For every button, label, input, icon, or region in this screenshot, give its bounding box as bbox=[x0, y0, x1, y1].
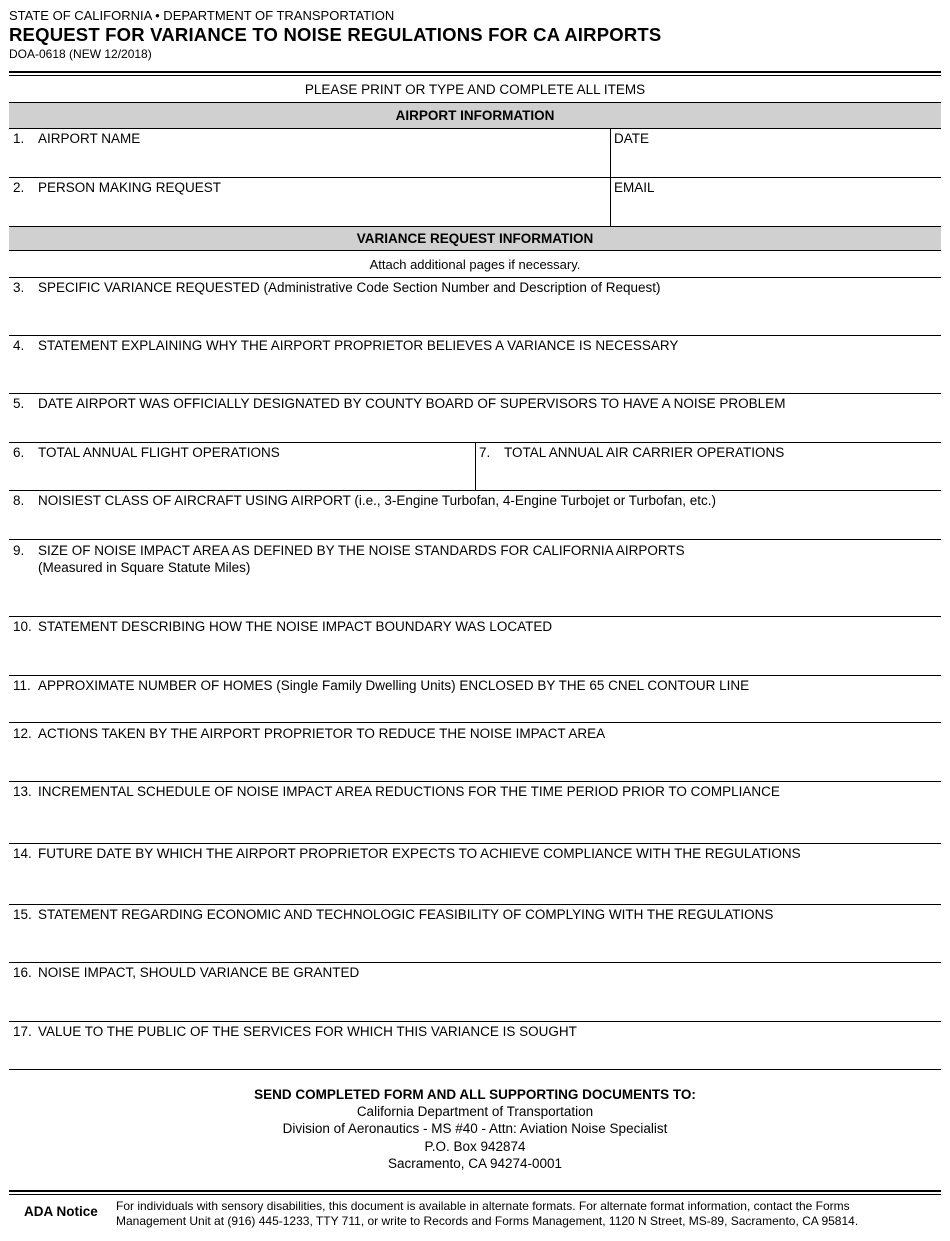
field-label: SPECIFIC VARIANCE REQUESTED (Administrative Code Section Number and Description of Request) bbox=[38, 280, 661, 295]
section-airport-information: AIRPORT INFORMATION bbox=[9, 102, 941, 129]
row-divider bbox=[9, 781, 941, 782]
field-label: APPROXIMATE NUMBER OF HOMES (Single Family Dwelling Units) ENCLOSED BY THE 65 CNEL CONTOUR LINE bbox=[38, 678, 750, 693]
field-noise-impact-if-granted[interactable] bbox=[13, 964, 359, 981]
row-divider bbox=[9, 1069, 941, 1070]
field-label: EMAIL bbox=[614, 180, 655, 195]
section-variance-request-information: VARIANCE REQUEST INFORMATION bbox=[9, 226, 941, 251]
mailing-line-1: California Department of Transportation bbox=[356, 1104, 594, 1119]
footer-divider bbox=[9, 1190, 941, 1192]
field-number: 9. bbox=[13, 543, 25, 558]
field-number: 13. bbox=[13, 784, 32, 799]
row-divider bbox=[9, 539, 941, 540]
row-divider bbox=[9, 904, 941, 905]
field-number: 1. bbox=[13, 131, 25, 146]
field-date[interactable] bbox=[614, 130, 649, 147]
field-label: VALUE TO THE PUBLIC OF THE SERVICES FOR WHICH THIS VARIANCE IS SOUGHT bbox=[38, 1024, 577, 1039]
row-divider bbox=[9, 1021, 941, 1022]
row-divider bbox=[9, 675, 941, 676]
field-email[interactable] bbox=[614, 179, 655, 196]
field-number: 10. bbox=[13, 619, 32, 634]
variance-note: Attach additional pages if necessary. bbox=[369, 257, 581, 272]
field-incremental-schedule[interactable] bbox=[13, 783, 780, 800]
field-number: 8. bbox=[13, 493, 25, 508]
field-label: DATE AIRPORT WAS OFFICIALLY DESIGNATED BY COUNTY BOARD OF SUPERVISORS TO HAVE A NOISE PROBLEM bbox=[38, 396, 786, 411]
row-divider bbox=[9, 843, 941, 844]
field-label: DATE bbox=[614, 131, 650, 146]
row-divider bbox=[9, 393, 941, 394]
field-number: 4. bbox=[13, 338, 25, 353]
field-public-value[interactable] bbox=[13, 1023, 577, 1040]
field-label: NOISIEST CLASS OF AIRCRAFT USING AIRPORT (i.e., 3-Engine Turbofan, 4-Engine Turbojet or Turbofan, etc.) bbox=[38, 493, 717, 508]
field-number: 12. bbox=[13, 726, 32, 741]
form-number: DOA-0618 (NEW 12/2018) bbox=[9, 47, 152, 61]
row-divider bbox=[9, 962, 941, 963]
field-label: FUTURE DATE BY WHICH THE AIRPORT PROPRIETOR EXPECTS TO ACHIEVE COMPLIANCE WITH THE REGULATIONS bbox=[38, 846, 801, 861]
field-label: STATEMENT EXPLAINING WHY THE AIRPORT PROPRIETOR BELIEVES A VARIANCE IS NECESSARY bbox=[38, 338, 679, 353]
field-feasibility-statement[interactable] bbox=[13, 906, 773, 923]
field-actions-taken[interactable] bbox=[13, 725, 605, 742]
header-divider bbox=[9, 71, 941, 73]
mailing-line-2: Division of Aeronautics - MS #40 - Attn: Aviation Noise Specialist bbox=[282, 1121, 668, 1136]
field-label: AIRPORT NAME bbox=[38, 131, 141, 146]
field-number: 17. bbox=[13, 1024, 32, 1039]
field-person-making-request[interactable] bbox=[13, 179, 221, 196]
field-number: 6. bbox=[13, 445, 25, 460]
field-statement-necessity[interactable] bbox=[13, 337, 678, 354]
field-number: 15. bbox=[13, 907, 32, 922]
field-label: INCREMENTAL SCHEDULE OF NOISE IMPACT AREA REDUCTIONS FOR THE TIME PERIOD PRIOR TO COMPLIANCE bbox=[38, 784, 780, 799]
row-divider bbox=[9, 335, 941, 336]
field-label: SIZE OF NOISE IMPACT AREA AS DEFINED BY THE NOISE STANDARDS FOR CALIFORNIA AIRPORTS bbox=[38, 543, 685, 558]
agency-line: STATE OF CALIFORNIA • DEPARTMENT OF TRANSPORTATION bbox=[9, 8, 395, 23]
field-airport-name[interactable] bbox=[13, 130, 140, 147]
field-total-air-carrier-operations[interactable] bbox=[479, 444, 784, 461]
instructions: PLEASE PRINT OR TYPE AND COMPLETE ALL ITEMS bbox=[304, 82, 646, 97]
footer-divider-thin bbox=[9, 1194, 941, 1195]
field-total-flight-operations[interactable] bbox=[13, 444, 280, 461]
row-divider bbox=[9, 616, 941, 617]
ada-notice-text bbox=[116, 1199, 936, 1229]
field-number: 14. bbox=[13, 846, 32, 861]
form-title: REQUEST FOR VARIANCE TO NOISE REGULATIONS FOR CA AIRPORTS bbox=[9, 24, 662, 45]
field-noise-impact-area-size[interactable] bbox=[13, 542, 685, 576]
field-label: STATEMENT DESCRIBING HOW THE NOISE IMPACT BOUNDARY WAS LOCATED bbox=[38, 619, 553, 634]
field-label: PERSON MAKING REQUEST bbox=[38, 180, 222, 195]
field-specific-variance[interactable] bbox=[13, 279, 660, 296]
field-number: 7. bbox=[479, 445, 491, 460]
field-compliance-date[interactable] bbox=[13, 845, 801, 862]
mailing-line-3: P.O. Box 942874 bbox=[424, 1139, 526, 1154]
field-number: 11. bbox=[13, 678, 31, 693]
field-sublabel: (Measured in Square Statute Miles) bbox=[38, 560, 251, 575]
ada-notice-label: ADA Notice bbox=[24, 1204, 98, 1219]
row-divider bbox=[9, 177, 941, 178]
field-number: 3. bbox=[13, 280, 25, 295]
field-label: TOTAL ANNUAL AIR CARRIER OPERATIONS bbox=[504, 445, 785, 460]
field-noisiest-aircraft[interactable] bbox=[13, 492, 716, 509]
field-date-designated[interactable] bbox=[13, 395, 785, 412]
field-label: ACTIONS TAKEN BY THE AIRPORT PROPRIETOR TO REDUCE THE NOISE IMPACT AREA bbox=[38, 726, 606, 741]
mailing-line-4: Sacramento, CA 94274-0001 bbox=[387, 1156, 563, 1171]
field-label: STATEMENT REGARDING ECONOMIC AND TECHNOLOGIC FEASIBILITY OF COMPLYING WITH THE REGULATIONS bbox=[38, 907, 774, 922]
field-number: 2. bbox=[13, 180, 25, 195]
mailing-heading: SEND COMPLETED FORM AND ALL SUPPORTING DOCUMENTS TO: bbox=[254, 1087, 696, 1102]
ada-line-2: Management Unit at (916) 445-1233, TTY 711, or write to Records and Forms Management, 1120 N Street, MS-89, Sacramento, CA 95814. bbox=[116, 1214, 859, 1228]
row-divider bbox=[9, 490, 941, 491]
field-label: TOTAL ANNUAL FLIGHT OPERATIONS bbox=[38, 445, 280, 460]
ada-line-1: For individuals with sensory disabilities, this document is available in alternate formats. For alternate format information, contact the Forms bbox=[116, 1199, 850, 1213]
field-label: NOISE IMPACT, SHOULD VARIANCE BE GRANTED bbox=[38, 965, 360, 980]
column-divider bbox=[475, 442, 476, 490]
row-divider bbox=[9, 722, 941, 723]
field-boundary-statement[interactable] bbox=[13, 618, 552, 635]
row-divider bbox=[9, 277, 941, 278]
field-number: 16. bbox=[13, 965, 32, 980]
header-divider-thin bbox=[9, 75, 941, 76]
field-number: 5. bbox=[13, 396, 25, 411]
field-number-of-homes[interactable] bbox=[13, 677, 749, 694]
